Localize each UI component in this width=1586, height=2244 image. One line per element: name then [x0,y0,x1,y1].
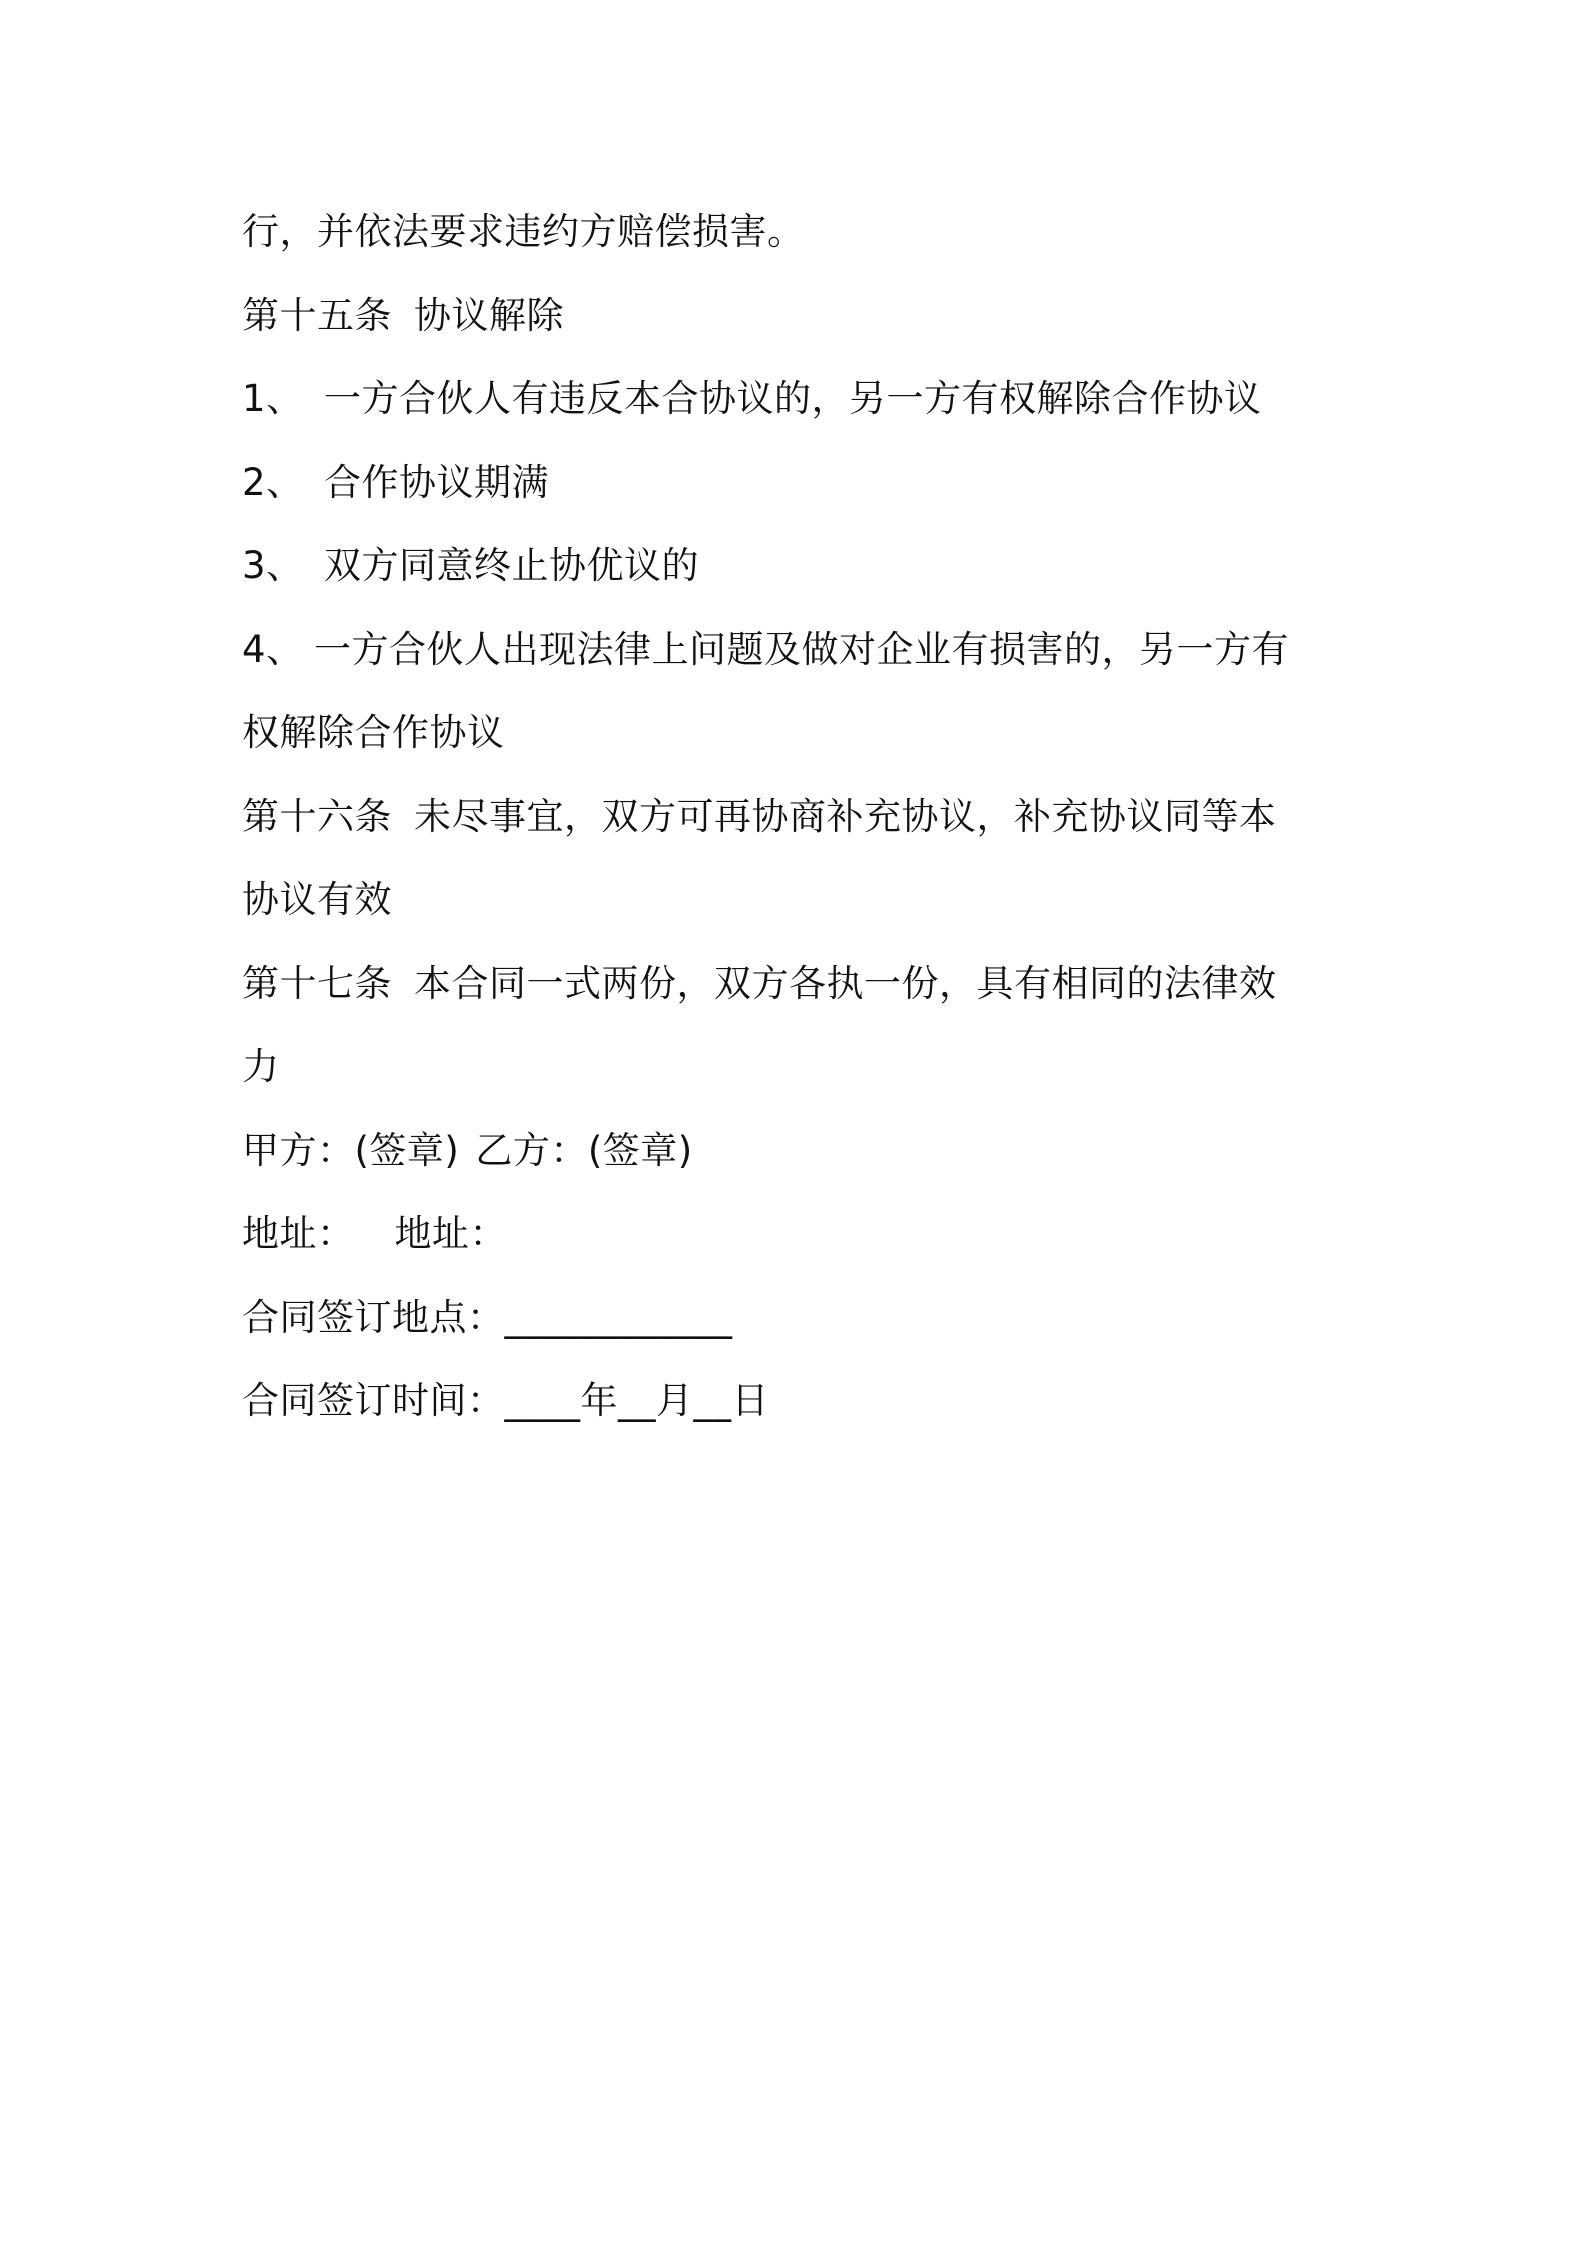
signing-place: 合同签订地点：____________ [242,1295,733,1339]
article-number: 第十七条 [242,961,392,1005]
list-item-4 [242,608,1362,692]
party-b-address: 地址： [394,1212,507,1255]
article-17-continuation [242,1025,1362,1109]
article-text: 本合同一式两份，双方各执一份，具有相同的法律效 [414,961,1277,1005]
party-a-signature: 甲方：(签章) [242,1128,460,1172]
list-number: 3、 [242,544,304,587]
article-number: 第十五条 [242,293,392,337]
list-text: 一方合伙人出现法律上问题及做对企业有损害的，另一方有 [314,627,1289,671]
list-number: 1、 [242,377,304,420]
signing-place-line [242,1276,1362,1360]
text-line: 行，并依法要求违约方赔偿损害。 [242,210,805,253]
list-text: 双方同意终止协优议的 [324,544,699,587]
list-text: 一方合伙人有违反本合协议的，另一方有权解除合作协议 [324,377,1262,420]
list-item-1 [242,357,1362,441]
article-15-heading [242,274,1362,358]
article-number: 第十六条 [242,794,392,838]
article-text: 未尽事宜，双方可再协商补充协议，补充协议同等本 [414,794,1277,838]
list-text: 合作协议期满 [324,460,549,504]
list-number: 2、 [242,460,304,504]
document-body [242,190,1362,1443]
signing-time-line [242,1359,1362,1443]
party-a-address: 地址： [242,1212,355,1255]
list-item-3 [242,524,1362,608]
address-line [242,1192,1362,1276]
article-17 [242,942,1362,1026]
signing-time: 合同签订时间：____年__月__日 [242,1379,769,1422]
article-text: 力 [242,1045,280,1088]
list-item-2 [242,441,1362,525]
signature-line [242,1109,1362,1193]
article-title: 协议解除 [414,293,564,337]
list-text: 权解除合作协议 [242,711,505,754]
party-b-signature: 乙方：(签章) [475,1128,693,1172]
article-16-continuation [242,858,1362,942]
list-item-4-continuation [242,691,1362,775]
paragraph-continuation [242,190,1362,274]
article-text: 协议有效 [242,878,392,921]
list-number: 4、 [242,627,304,671]
article-16 [242,775,1362,859]
